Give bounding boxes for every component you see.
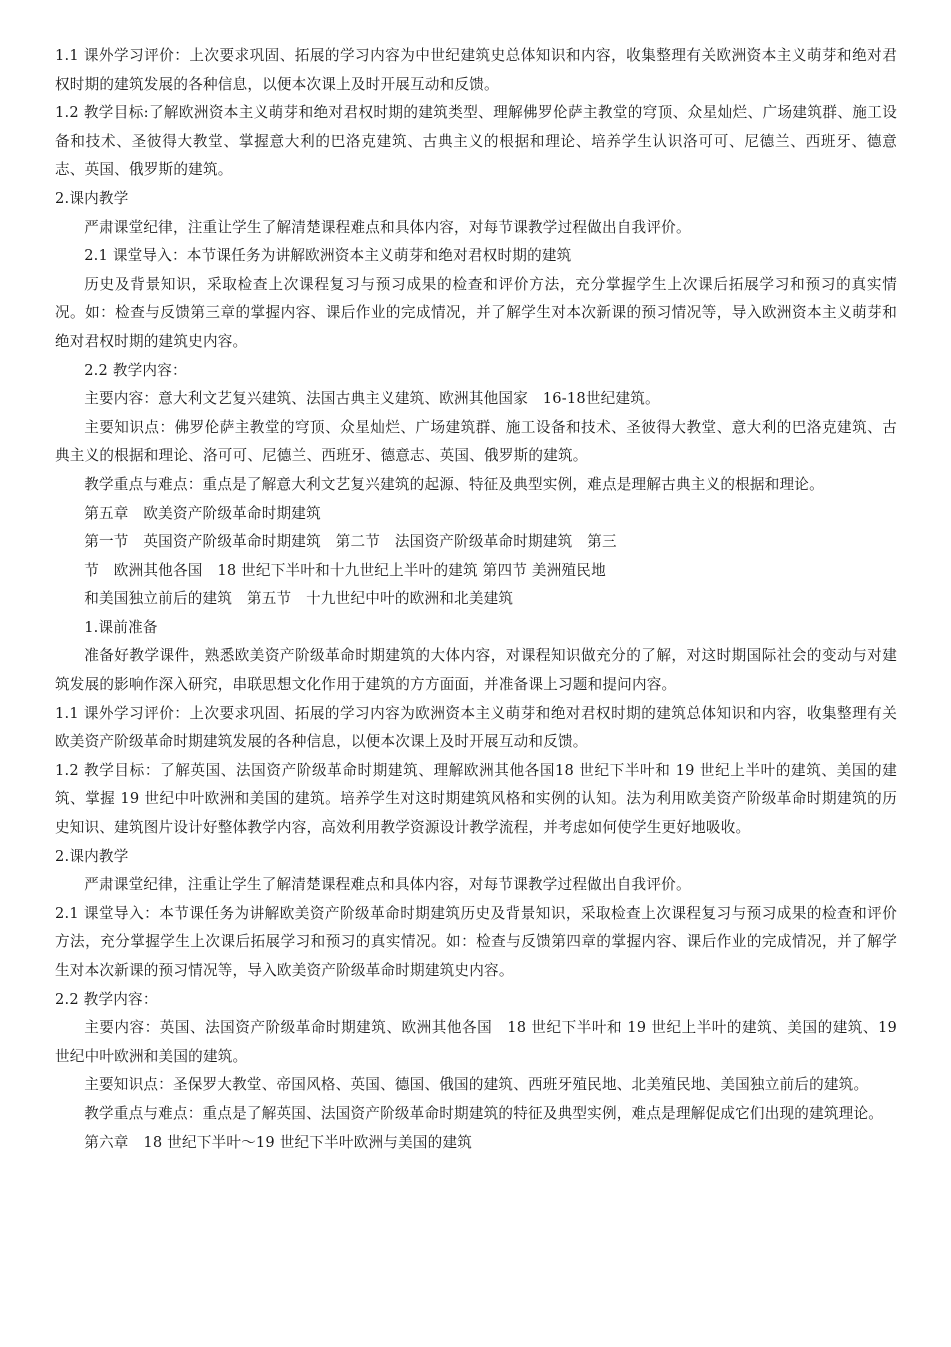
section-1-1-evaluation-2: 1.1 课外学习评价：上次要求巩固、拓展的学习内容为欧洲资本主义萌芽和绝对君权时期的建筑总体知识和内容，收集整理有关欧美资产阶级革命时期建筑发展的各种信息，以便本次课上及时开展互动和反馈。 [55, 704, 897, 751]
key-points-paragraph: 主要知识点：佛罗伦萨主教堂的穹顶、众星灿烂、广场建筑群、施工设备和技术、圣彼得大教堂、意大利的巴洛克建筑、古典主义的根据和理论、洛可可、尼德兰、西班牙、德意志、英国、俄罗斯的建筑。 [55, 418, 897, 465]
section-2-1-intro: 2.1 课堂导入：本节课任务为讲解欧洲资本主义萌芽和绝对君权时期的建筑 [84, 247, 572, 265]
section-2-1-intro-2: 2.1 课堂导入：本节课任务为讲解欧美资产阶级革命时期建筑历史及背景知识，采取检查上次课程复习与预习成果的检查和评价方法，充分掌握学生上次课后拓展学习和预习的真实情况。如：检查与反馈第四章的掌握内容、课后作业的完成情况，并了解学生对本次新课的预习情况等，导入欧美资产阶级革命时期建筑史内容。 [55, 904, 897, 979]
classroom-discipline-paragraph: 严肃课堂纪律，注重让学生了解清楚课程难点和具体内容，对每节课教学过程做出自我评价。 [84, 218, 691, 236]
main-content-paragraph-2: 主要内容：英国、法国资产阶级革命时期建筑、欧洲其他各国 18 世纪下半叶和 19 世纪上半叶的建筑、美国的建筑、19 世纪中叶欧洲和美国的建筑。 [55, 1019, 897, 1065]
section-2-2-heading-2: 2.2 教学内容： [55, 990, 158, 1008]
section-1-2-objectives: 1.2 教学目标:了解欧洲资本主义萌芽和绝对君权时期的建筑类型、理解佛罗伦萨主教堂的穹顶、众星灿烂、广场建筑群、施工设备和技术、圣彼得大教堂、掌握意大利的巴洛克建筑、古典主义的根据和理论、培养学生认识洛可可、尼德兰、西班牙、德意志、英国、俄罗斯的建筑。 [55, 104, 897, 179]
section-2-heading-2: 2.课内教学 [55, 847, 129, 865]
chapter-5-title: 第五章 欧美资产阶级革命时期建筑 [84, 504, 321, 522]
chapter-5-sections-line-1: 第一节 英国资产阶级革命时期建筑 第二节 法国资产阶级革命时期建筑 第三 [84, 533, 617, 551]
main-content-paragraph: 主要内容：意大利文艺复兴建筑、法国古典主义建筑、欧洲其他国家 16-18世纪建筑。 [84, 390, 660, 408]
section-2-2-heading: 2.2 教学内容： [84, 361, 187, 379]
focus-difficulty-paragraph-2: 教学重点与难点：重点是了解英国、法国资产阶级革命时期建筑的特征及典型实例，难点是理解促成它们出现的建筑理论。 [84, 1104, 884, 1122]
section-2-heading: 2.课内教学 [55, 189, 129, 207]
focus-difficulty-paragraph: 教学重点与难点：重点是了解意大利文艺复兴建筑的起源、特征及典型实例，难点是理解古典主义的根据和理论。 [84, 475, 824, 493]
document-body [55, 42, 897, 1157]
classroom-discipline-paragraph-2: 严肃课堂纪律，注重让学生了解清楚课程难点和具体内容，对每节课教学过程做出自我评价。 [84, 876, 691, 894]
section-1-2-objectives-2: 1.2 教学目标：了解英国、法国资产阶级革命时期建筑、理解欧洲其他各国18 世纪下半叶和 19 世纪上半叶的建筑、美国的建筑、掌握 19 世纪中叶欧洲和美国的建筑。培养学生对这时期建筑风格和实例的认知。法为利用欧美资产阶级革命时期建筑的历史知识、建筑图片设计好整体教学内容，高效利用教学资源设计教学流程，并考虑如何使学生更好地吸收。 [55, 761, 897, 837]
chapter-6-title: 第六章 18 世纪下半叶～19 世纪下半叶欧洲与美国的建筑 [84, 1133, 473, 1151]
preparation-paragraph: 准备好教学课件，熟悉欧美资产阶级革命时期建筑的大体内容，对课程知识做充分的了解，对这时期国际社会的变动与对建筑发展的影响作深入研究，串联思想文化作用于建筑的方方面面，并准备课上习题和提问内容。 [55, 647, 897, 694]
background-knowledge-paragraph: 历史及背景知识，采取检查上次课程复习与预习成果的检查和评价方法，充分掌握学生上次课后拓展学习和预习的真实情况。如：检查与反馈第三章的掌握内容、课后作业的完成情况，并了解学生对本次新课的预习情况等，导入欧洲资本主义萌芽和绝对君权时期的建筑史内容。 [55, 275, 897, 350]
section-1-preparation-heading: 1.课前准备 [84, 618, 158, 636]
key-points-paragraph-2: 主要知识点：圣保罗大教堂、帝国风格、英国、德国、俄国的建筑、西班牙殖民地、北美殖民地、美国独立前后的建筑。 [84, 1076, 869, 1094]
chapter-5-sections-line-2: 节 欧洲其他各国 18 世纪下半叶和十九世纪上半叶的建筑 第四节 美洲殖民地 [84, 561, 606, 579]
chapter-5-sections-line-3: 和美国独立前后的建筑 第五节 十九世纪中叶的欧洲和北美建筑 [84, 590, 514, 608]
section-1-1-evaluation: 1.1 课外学习评价：上次要求巩固、拓展的学习内容为中世纪建筑史总体知识和内容，收集整理有关欧洲资本主义萌芽和绝对君权时期的建筑发展的各种信息，以便本次课上及时开展互动和反馈。 [55, 47, 897, 93]
